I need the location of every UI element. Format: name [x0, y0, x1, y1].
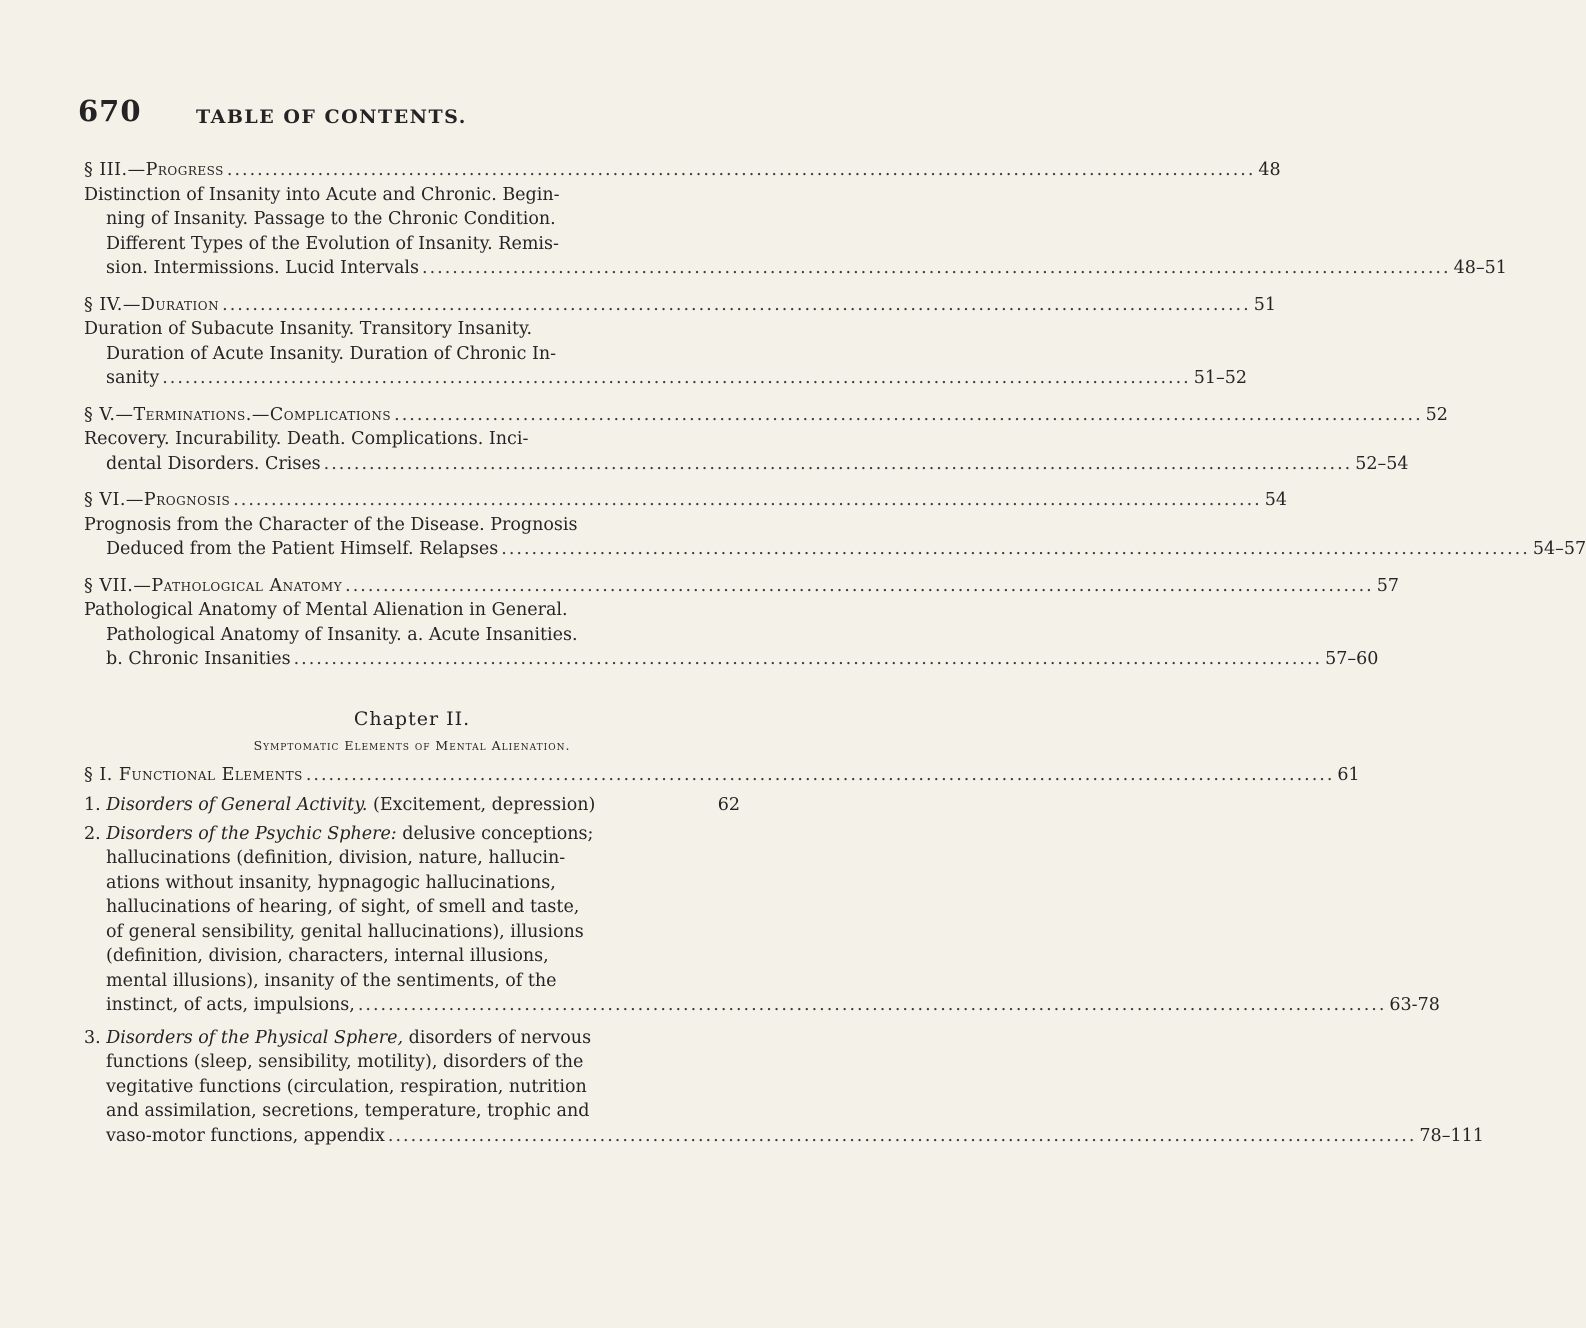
entry-text: (definition, division, characters, internal illusions, [106, 946, 549, 966]
item-number: 1. [84, 795, 101, 815]
leader-dots: ........................................................................................................................................ [323, 453, 1353, 474]
page-ref: 48 [1258, 160, 1281, 180]
entry-text: of general sensibility, genital hallucinations), illusions [106, 921, 584, 942]
toc-entry-pathological-anatomy [84, 574, 1399, 672]
leader-dots: ........................................................................................................................................ [422, 258, 1451, 278]
toc-item-physical-sphere [84, 1026, 1484, 1149]
page-range: 48–51 [1453, 258, 1507, 278]
section-heading: § VI.—Prognosis [84, 490, 231, 510]
section-heading: § VII.—Pathological Anatomy [84, 575, 343, 596]
entry-text: functions (sleep, sensibility, motility), disorders of the [106, 1052, 584, 1072]
entry-text: Pathological Anatomy of Insanity. a. Acute Insanities. [106, 624, 578, 645]
entry-text: ations without insanity, hypnagogic hallucinations, [106, 872, 556, 893]
entry-text: vaso-motor functions, appendix [106, 1125, 385, 1146]
entry-text: Recovery. Incurability. Death. Complications. Inci- [84, 429, 529, 449]
entry-text: instinct, of acts, impulsions, [106, 995, 355, 1015]
entry-text: Different Types of the Evolution of Insanity. Remis- [106, 233, 559, 254]
section-heading: § IV.—Duration [84, 294, 220, 315]
running-head [78, 94, 738, 134]
running-title: TABLE OF CONTENTS. [196, 106, 467, 128]
leader-dots: ........................................................................................................................................ [501, 539, 1530, 559]
section-heading: § III.—Progress [84, 160, 224, 180]
leader-dots: ........................................................................................................................................ [222, 294, 1251, 315]
page-ref: 62 [717, 795, 740, 815]
entry-text: Prognosis from the Character of the Disease. Prognosis [84, 514, 578, 535]
item-title: Disorders of the Physical Sphere, [106, 1027, 404, 1048]
page-ref: 51 [1253, 294, 1276, 315]
item-description: delusive conceptions; [402, 823, 594, 844]
page-ref: 57 [1376, 575, 1399, 596]
entry-text: b. Chronic Insanities [106, 649, 291, 669]
leader-dots: ........................................................................................................................................ [305, 764, 1335, 785]
leader-dots: ........................................................................................................................................ [357, 995, 1387, 1015]
entry-text: Distinction of Insanity into Acute and Chronic. Begin- [84, 184, 560, 205]
toc-entry-duration [84, 293, 1276, 391]
leader-dots: ........................................................................................................................................ [387, 1125, 1417, 1146]
item-number: 2. [84, 823, 101, 844]
page-range: 51–52 [1193, 368, 1248, 388]
leader-dots: ........................................................................................................................................ [394, 404, 1423, 425]
page-number: 670 [78, 94, 142, 128]
section-heading: § V.—Terminations.—Complications [84, 404, 392, 425]
entry-text: and assimilation, secretions, temperature, trophic and [106, 1101, 590, 1121]
chapter-title: Chapter II. [353, 707, 471, 730]
toc-entry-terminations [84, 403, 1448, 477]
toc-item-general-activity [84, 793, 740, 818]
toc-entry-functional-elements [84, 763, 1360, 788]
item-description: (Excitement, depression) [373, 795, 596, 815]
page-ref: 52 [1425, 404, 1448, 425]
toc-entry-prognosis [84, 488, 1586, 562]
page-ref: 61 [1337, 764, 1360, 785]
item-title: Disorders of General Activity. [106, 795, 368, 815]
entry-text: vegitative functions (circulation, respiration, nutrition [106, 1076, 587, 1097]
leader-dots: ........................................................................................................................................ [293, 649, 1323, 669]
entry-text: Duration of Subacute Insanity. Transitory Insanity. [84, 319, 533, 339]
chapter-subtitle: Symptomatic Elements of Mental Alienation. [253, 737, 571, 753]
entry-text: mental illusions), insanity of the sentiments, of the [106, 970, 557, 991]
page-range: 54–57 [1532, 539, 1586, 559]
entry-text: hallucinations (definition, division, nature, hallucin- [106, 848, 566, 868]
entry-text: hallucinations of hearing, of sight, of smell and taste, [106, 897, 580, 917]
entry-text: Deduced from the Patient Himself. Relapses [106, 539, 499, 559]
entry-text: sanity [106, 368, 160, 388]
item-number: 3. [84, 1027, 101, 1048]
entry-text: dental Disorders. Crises [106, 453, 321, 474]
leader-dots: ........................................................................................................................................ [162, 368, 1191, 388]
section-heading: § I. Functional Elements [84, 764, 303, 785]
page-range: 52–54 [1355, 453, 1409, 474]
entry-text: ning of Insanity. Passage to the Chronic Condition. [106, 209, 556, 229]
toc-item-psychic-sphere [84, 822, 1440, 1018]
page-range: 78–111 [1419, 1125, 1484, 1146]
entry-text: Duration of Acute Insanity. Duration of Chronic In- [106, 343, 557, 364]
item-description: disorders of nervous [408, 1027, 592, 1048]
leader-dots: ........................................................................................................................................ [345, 575, 1374, 596]
page-range: 57–60 [1325, 649, 1379, 669]
entry-text: Pathological Anatomy of Mental Alienation in General. [84, 600, 568, 620]
toc-entry-progress [84, 158, 1507, 281]
leader-dots: ........................................................................................................................................ [226, 160, 1256, 180]
entry-text: sion. Intermissions. Lucid Intervals [106, 258, 420, 278]
page-ref: 54 [1264, 490, 1288, 510]
table-of-contents [84, 158, 1586, 1148]
page-range: 63-78 [1389, 995, 1440, 1015]
leader-dots: ........................................................................................................................................ [233, 490, 1262, 510]
item-title: Disorders of the Psychic Sphere: [106, 823, 397, 844]
